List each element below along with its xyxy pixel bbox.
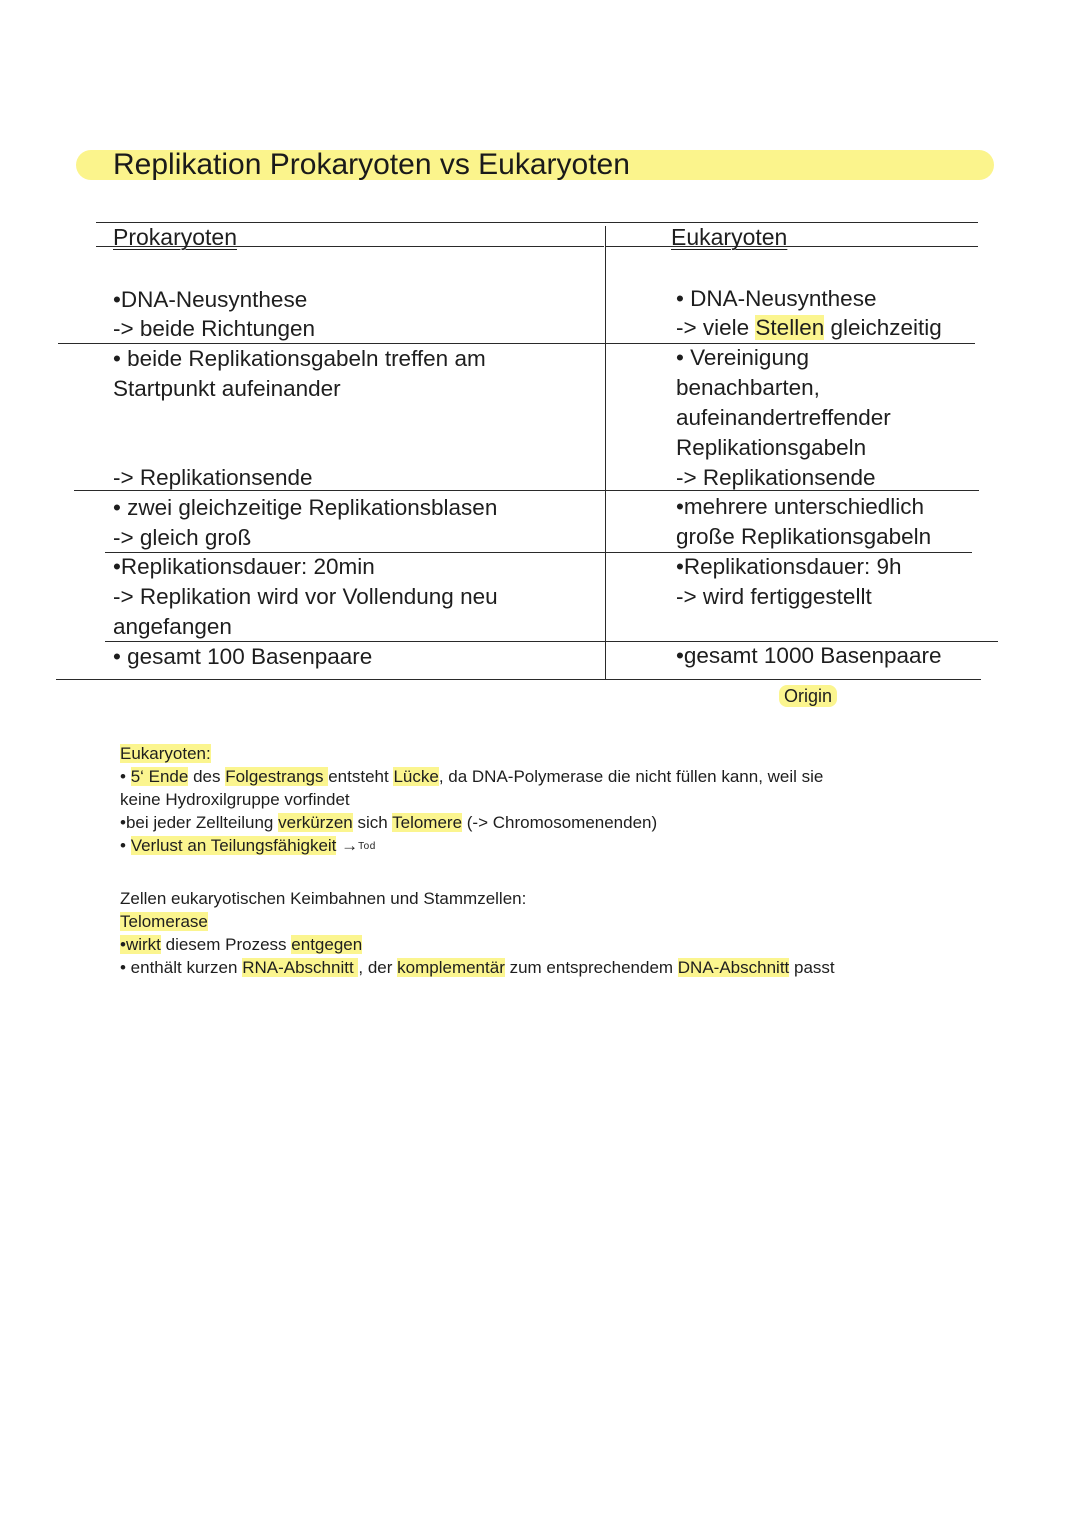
right-row2-line3: aufeinandertreffender: [676, 405, 891, 430]
left-row4-line2: -> Replikation wird vor Vollendung neu: [113, 584, 498, 609]
right-row3-line1: •mehrere unterschiedlich: [676, 494, 924, 519]
left-row1-line2: -> beide Richtungen: [113, 316, 316, 341]
notes-eukaryoten-line1: • 5‘ Ende des Folgestrangs entsteht Lücke, da DNA-Polymerase die nicht füllen kann, weil sie: [120, 767, 824, 786]
table-bottom-line-right: [605, 679, 981, 680]
right-row4-line1: •Replikationsdauer: 9h: [676, 554, 902, 579]
right-row2-line1: • Vereinigung: [676, 345, 809, 370]
notes-eukaryoten-heading: Eukaryoten:: [120, 744, 211, 763]
tod-annotation: Tod: [358, 841, 376, 853]
table-bottom-line-left: [56, 679, 605, 680]
left-row2-line3: -> Replikationsende: [113, 465, 313, 490]
notes-keimbahn-heading: Zellen eukaryotischen Keimbahnen und Stammzellen:: [120, 889, 527, 908]
notes-eukaryoten-line3: •bei jeder Zellteilung verkürzen sich Telomere (-> Chromosomenenden): [120, 813, 658, 832]
left-row3-line1: • zwei gleichzeitige Replikationsblasen: [113, 495, 498, 520]
right-row3-line2: große Replikationsgabeln: [676, 524, 932, 549]
left-row2-line1: • beide Replikationsgabeln treffen am: [113, 346, 486, 371]
left-row4-line1: •Replikationsdauer: 20min: [113, 554, 375, 579]
header-eukaryoten: Eukaryoten: [671, 224, 788, 250]
notes-telomerase: Telomerase: [120, 912, 208, 931]
highlight-stellen: Stellen: [755, 315, 825, 340]
left-row5-line1: • gesamt 100 Basenpaare: [113, 644, 373, 669]
table-divider: [605, 226, 606, 680]
right-row2-line2: benachbarten,: [676, 375, 820, 400]
right-row4-line2: -> wird fertiggestellt: [676, 584, 872, 609]
left-row2-line2: Startpunkt aufeinander: [113, 376, 341, 401]
notes-eukaryoten-line4: • Verlust an Teilungsfähigkeit →Tod: [120, 836, 376, 855]
header-underline-right: [606, 246, 978, 247]
right-row1-line2: -> viele Stellen gleichzeitig: [676, 315, 942, 340]
page-title: Replikation Prokaryoten vs Eukaryoten: [113, 148, 630, 181]
left-row3-line2: -> gleich groß: [113, 525, 252, 550]
left-row4-line3: angefangen: [113, 614, 232, 639]
header-prokaryoten: Prokaryoten: [113, 224, 238, 250]
left-row1-line1: •DNA-Neusynthese: [113, 287, 308, 312]
right-row2-line5: -> Replikationsende: [676, 465, 876, 490]
origin-note: Origin: [779, 685, 837, 707]
right-row1-line1: • DNA-Neusynthese: [676, 286, 877, 311]
notes-eukaryoten-line2: keine Hydroxilgruppe vorfindet: [120, 790, 350, 809]
notes-keimbahn-line3: • enthält kurzen RNA-Abschnitt , der komplementär zum entsprechendem DNA-Abschnitt passt: [120, 958, 835, 977]
notes-keimbahn-line2: •wirkt diesem Prozess entgegen: [120, 935, 363, 954]
right-row5-line1: •gesamt 1000 Basenpaare: [676, 643, 942, 668]
right-row2-line4: Replikationsgabeln: [676, 435, 867, 460]
